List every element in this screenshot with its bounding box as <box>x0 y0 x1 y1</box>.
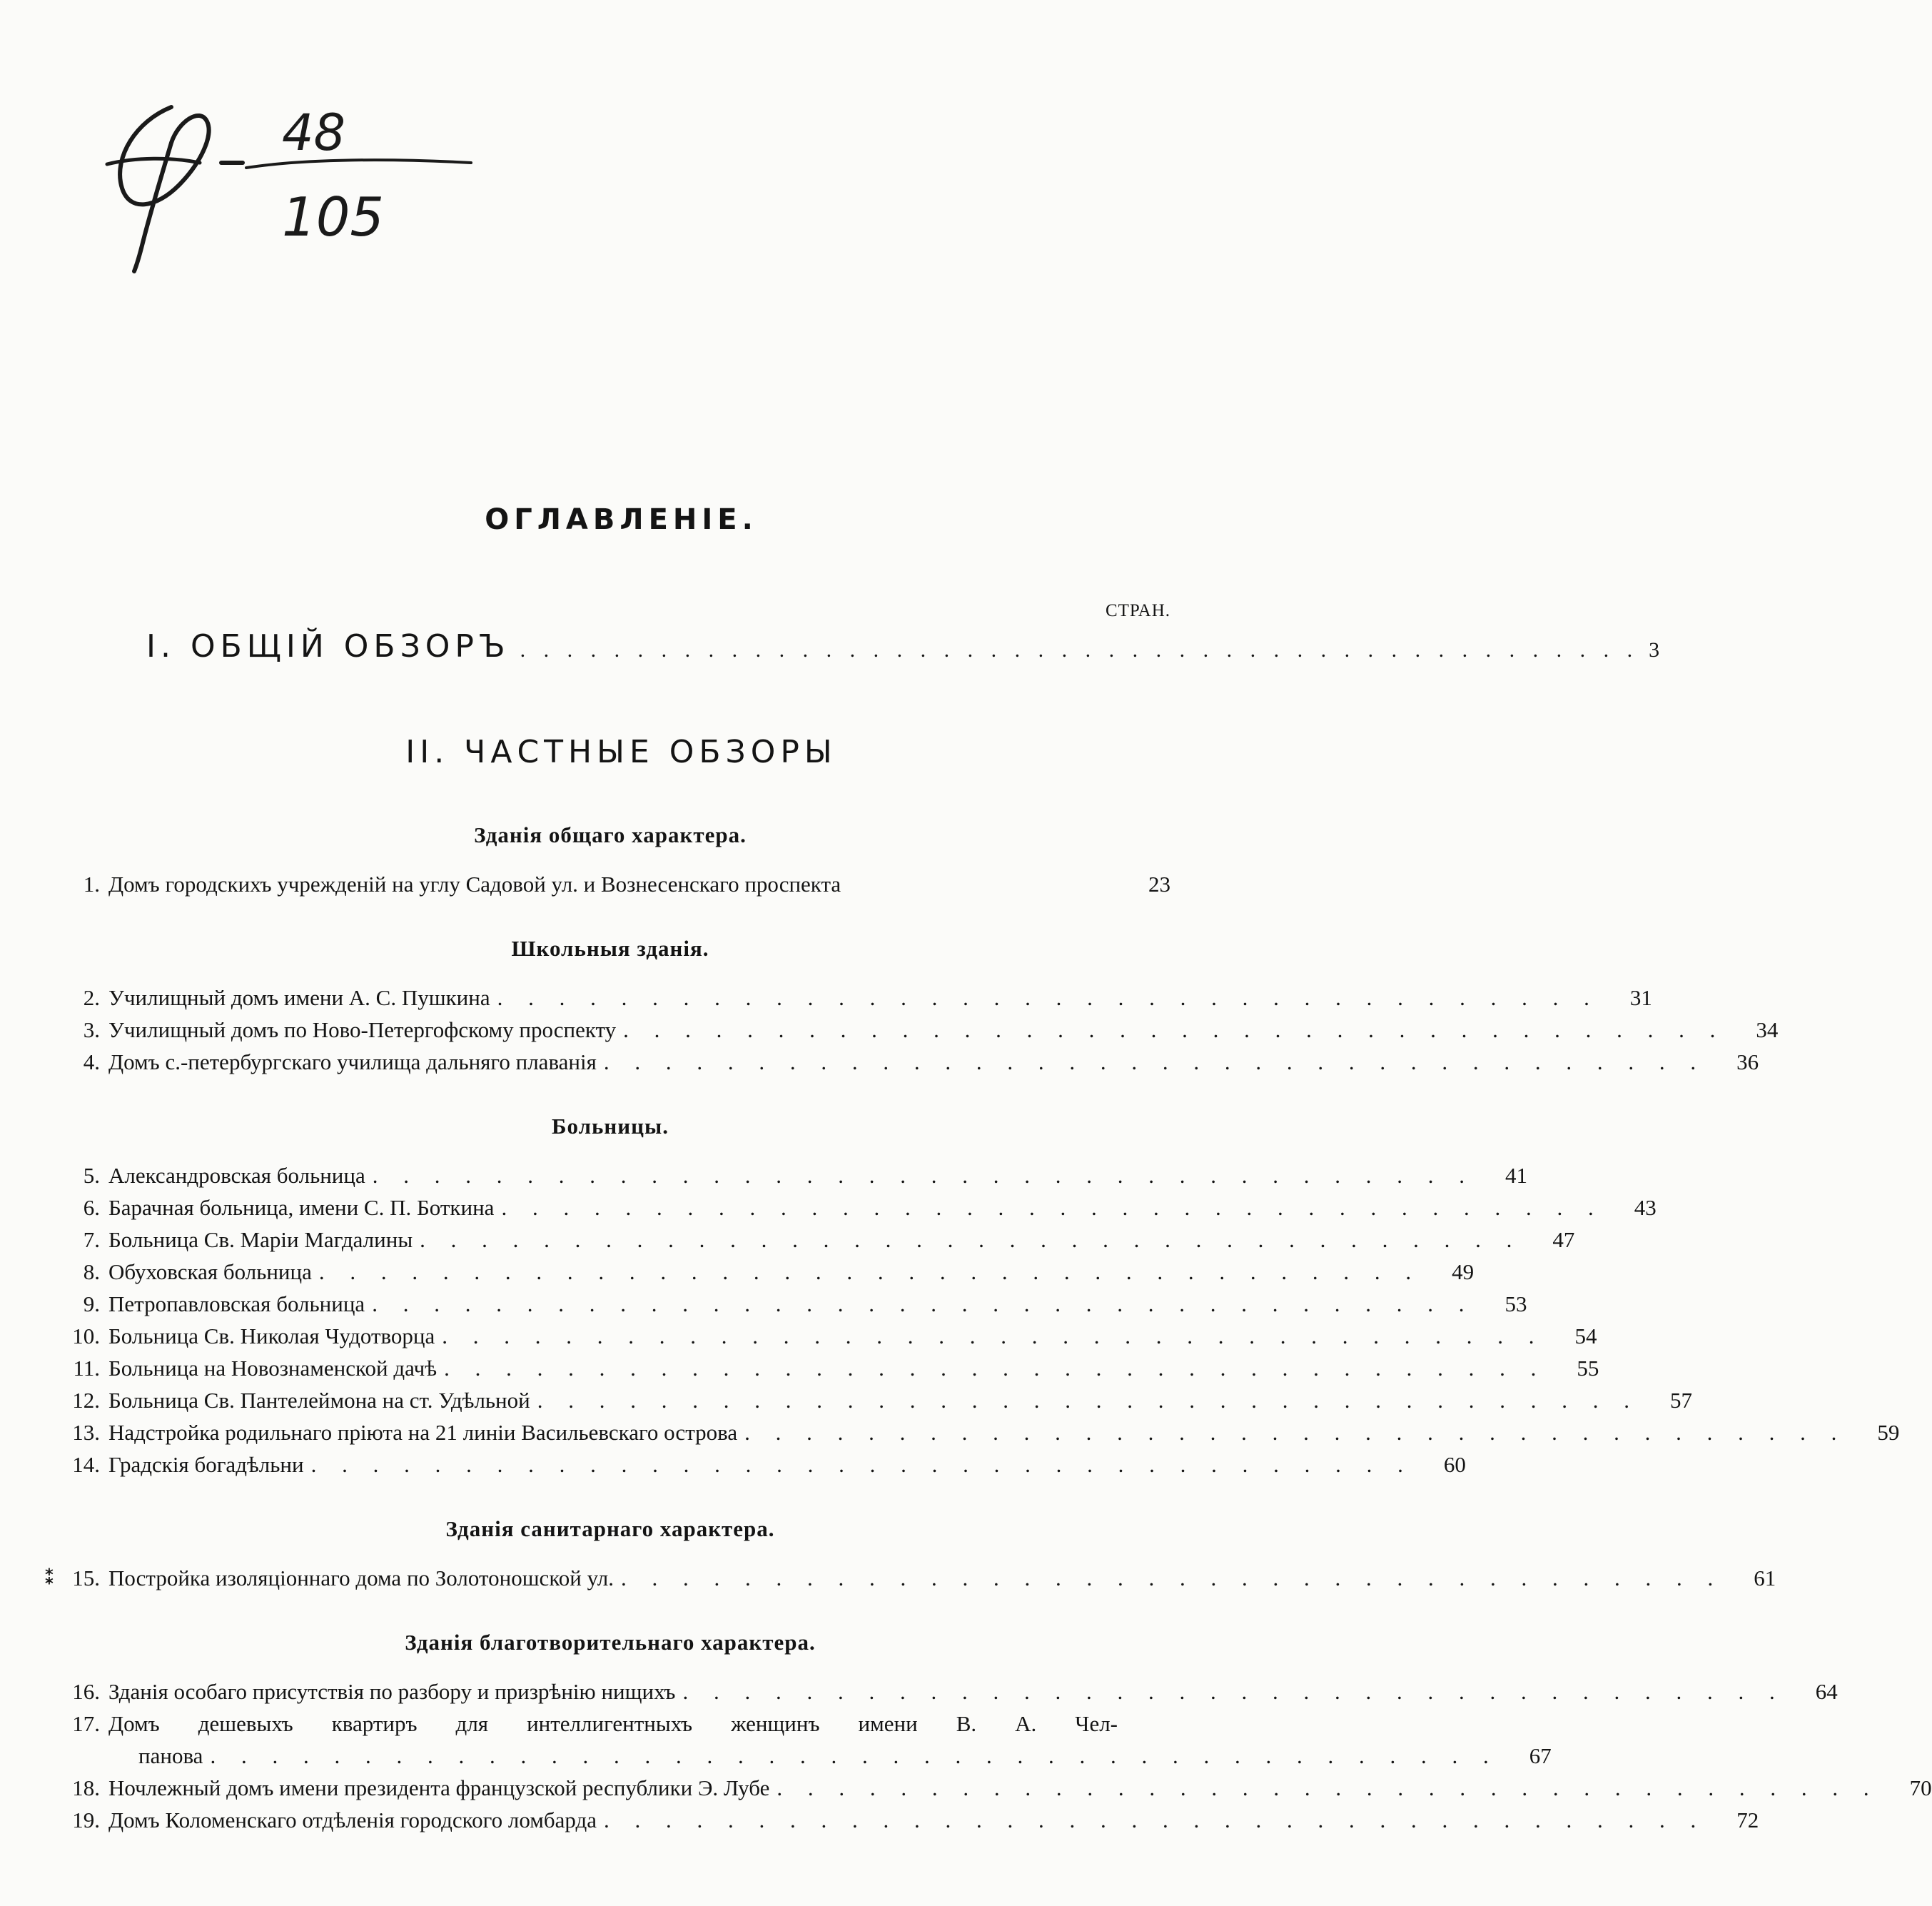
entry-page: 55 <box>1577 1356 1599 1381</box>
entry-page: 31 <box>1629 985 1652 1010</box>
entry-number: 14. <box>72 1452 100 1477</box>
toc-entry <box>50 1416 1900 1448</box>
part-one-page: 3 <box>1649 638 1660 662</box>
toc-entry <box>50 1046 1759 1078</box>
entry-page: 61 <box>1754 1565 1776 1590</box>
entry-text: Училищный домъ по Ново-Петергофскому проспекту <box>108 1017 617 1042</box>
toc-entry <box>50 1448 1466 1481</box>
dot-leader: . . . . . . . . . . . . . . . . . . . . . . . . . . . . . . . . . . . . <box>537 1388 1639 1413</box>
entry-page: 64 <box>1815 1679 1838 1704</box>
entry-page: 34 <box>1756 1017 1779 1042</box>
entry-text: Училищный домъ имени А. С. Пушкина <box>108 985 490 1010</box>
stamp-bottom-number: 105 <box>282 186 385 248</box>
dot-leader: . . . . . . . . . . . . . . . . . . . . . . . . . . . . . . . . . . . . <box>744 1420 1847 1445</box>
entry-text: Надстройка родильнаго пріюта на 21 линіи Васильевскаго острова <box>108 1420 738 1445</box>
toc-entry <box>50 1708 1552 1772</box>
entry-text: Больница Св. Маріи Магдалины <box>108 1227 413 1252</box>
dot-leader: . . . . . . . . . . . . . . . . . . . . . . . . . . . . . . . . . . . . <box>621 1565 1724 1590</box>
toc-entry <box>50 1384 1692 1416</box>
toc-entry <box>50 868 1170 900</box>
dot-leader: . . . . . . . . . . . . . . . . . . . . . . . . . . . . . . . . . . . . <box>372 1163 1475 1188</box>
entry-text: Больница Св. Пантелеймона на ст. Удѣльной <box>108 1388 530 1413</box>
entry-page: 47 <box>1552 1227 1575 1252</box>
entry-text: Больница на Новознаменской дачѣ <box>108 1356 438 1381</box>
dot-leader: . . . . . . . . . . . . . . . . . . . . . . . . . . . . . . . . . . . . <box>442 1323 1544 1348</box>
part-one-entry <box>146 628 1660 671</box>
entry-text: Зданія особаго присутствія по разбору и призрѣнію нищихъ <box>108 1679 676 1704</box>
entry-number: 13. <box>72 1420 100 1445</box>
entry-number: 7. <box>83 1227 100 1252</box>
entry-page: 60 <box>1443 1452 1466 1477</box>
entry-text: Постройка изоляціоннаго дома по Золотоношской ул. <box>108 1565 615 1590</box>
section-title: Зданія общаго характера. <box>474 822 747 847</box>
entry-page: 67 <box>1529 1743 1552 1768</box>
part-one-label: I. ОБЩІЙ ОБЗОРЪ <box>146 628 510 665</box>
entry-page: 53 <box>1504 1291 1527 1316</box>
section-title: Зданія благотворительнаго характера. <box>405 1630 816 1655</box>
section-title: Школьныя зданія. <box>511 936 709 961</box>
page-column-header: СТРАН. <box>1105 601 1170 620</box>
entry-text-continued: панова <box>138 1743 203 1768</box>
entry-text: Домъ Коломенскаго отдѣленія городского ломбарда <box>108 1807 597 1832</box>
dot-leader: . . . . . . . . . . . . . . . . . . . . . . . . . . . . . . . . . . . . <box>497 985 1599 1010</box>
entry-text: Больница Св. Николая Чудотворца <box>108 1323 435 1348</box>
entry-text: Домъ дешевыхъ квартиръ для интеллигентныхъ женщинъ имени В. А. Чел- <box>108 1711 1118 1736</box>
entry-number: 3. <box>83 1017 100 1042</box>
entry-page: 43 <box>1634 1195 1657 1220</box>
entry-page: 41 <box>1505 1163 1527 1188</box>
entry-text: Домъ с.-петербургскаго училища дальняго плаванія <box>108 1049 597 1074</box>
dot-leader: . . . . . . . . . . . . . . . . . . . . . . . . . . . . . . . . . . . . <box>604 1807 1706 1832</box>
entry-text: Александровская больница <box>108 1163 365 1188</box>
entry-page: 49 <box>1452 1259 1475 1284</box>
entry-text: Петропавловская больница <box>108 1291 365 1316</box>
section-schools <box>50 934 1779 1078</box>
entry-continuation <box>50 1740 1552 1772</box>
dot-leader: . . . . . . . . . . . . . . . . . . . . . . . . . . . . . . . . . . . . . . . . . . . . . . . . <box>520 638 1639 662</box>
entry-number: 16. <box>72 1679 100 1704</box>
dot-leader: . . . . . . . . . . . . . . . . . . . . . . . . . . . . . . . . . . . . . . . . . . <box>210 1743 1499 1768</box>
entry-text: Барачная больница, имени С. П. Боткина <box>108 1195 495 1220</box>
toc-entry <box>50 1772 1932 1804</box>
entry-number: 11. <box>73 1356 100 1381</box>
entry-number: 10. <box>72 1323 100 1348</box>
dot-leader: . . . . . . . . . . . . . . . . . . . . . . . . . . . . . . . . . . . . <box>444 1356 1547 1381</box>
entry-page: 57 <box>1670 1388 1692 1413</box>
section-sanitary <box>44 1515 1776 1594</box>
entry-line <box>50 1708 1170 1740</box>
library-stamp <box>93 79 492 278</box>
toc-entry <box>50 1804 1759 1836</box>
toc-entry <box>50 1320 1597 1352</box>
entry-number: 1. <box>83 872 100 897</box>
page-title: ОГЛАВЛЕНІЕ. <box>485 503 758 536</box>
toc-entry <box>50 1256 1475 1288</box>
entry-text: Домъ городскихъ учрежденій на углу Садовой ул. и Вознесенскаго проспекта <box>108 872 841 897</box>
toc-entry <box>50 1675 1838 1708</box>
toc-entry <box>50 982 1652 1014</box>
dot-leader: . . . . . . . . . . . . . . . . . . . . . . . . . . . . . . . . . . . . <box>603 1049 1706 1074</box>
stamp-top-number: 48 <box>282 104 346 162</box>
handwritten-shelfmark <box>93 79 492 278</box>
dot-leader: . . . . . . . . . . . . . . . . . . . . . . . . . . . . . . . . . . . . <box>318 1259 1422 1284</box>
margin-mark: ⁑ <box>44 1567 55 1589</box>
entry-number: 19. <box>72 1807 100 1832</box>
entry-number: 15. <box>72 1565 100 1590</box>
entry-number: 18. <box>72 1775 100 1800</box>
toc-entry <box>44 1562 1776 1594</box>
entry-page: 23 <box>1148 872 1170 897</box>
toc-entry <box>50 1224 1575 1256</box>
entry-page: 72 <box>1736 1807 1759 1832</box>
section-general <box>50 821 1170 900</box>
toc-entry <box>50 1191 1657 1224</box>
entry-number: 5. <box>83 1163 100 1188</box>
entry-page: 59 <box>1877 1420 1900 1445</box>
entry-page: 70 <box>1909 1775 1932 1800</box>
toc-sections <box>44 821 1932 1870</box>
entry-number: 6. <box>83 1195 100 1220</box>
dot-leader: . . . . . . . . . . . . . . . . . . . . . . . . . . . . . . . . . . . . <box>682 1679 1785 1704</box>
entry-text: Ночлежный домъ имени президента французской республики Э. Лубе <box>108 1775 770 1800</box>
dot-leader: . . . . . . . . . . . . . . . . . . . . . . . . . . . . . . . . . . . . <box>501 1195 1604 1220</box>
entry-number: 4. <box>83 1049 100 1074</box>
section-title: Больницы. <box>552 1114 669 1139</box>
entry-text: Обуховская больница <box>108 1259 312 1284</box>
entry-page: 36 <box>1736 1049 1759 1074</box>
toc-entry <box>50 1288 1527 1320</box>
section-title: Зданія санитарнаго характера. <box>445 1516 775 1541</box>
entry-number: 12. <box>72 1388 100 1413</box>
section-charity <box>50 1628 1932 1836</box>
dot-leader: . . . . . . . . . . . . . . . . . . . . . . . . . . . . . . . . . . . . <box>777 1775 1879 1800</box>
dot-leader: . . . . . . . . . . . . . . . . . . . . . . . . . . . . . . . . . . . . <box>420 1227 1522 1252</box>
entry-number: 2. <box>83 985 100 1010</box>
toc-entry <box>50 1014 1779 1046</box>
dot-leader: . . . . . . . . . . . . . . . . . . . . . . . . . . . . . . . . . . . . <box>372 1291 1475 1316</box>
entry-number: 8. <box>83 1259 100 1284</box>
part-two-heading: II. ЧАСТНЫЕ ОБЗОРЫ <box>405 734 837 770</box>
dot-leader: . . . . . . . . . . . . . . . . . . . . . . . . . . . . . . . . . . . . <box>623 1017 1726 1042</box>
dot-leader: . . . . . . . . . . . . . . . . . . . . . . . . . . . . . . . . . . . . <box>310 1452 1413 1477</box>
entry-text: Градскія богадѣльни <box>108 1452 304 1477</box>
toc-entry <box>50 1159 1527 1191</box>
section-hospitals <box>50 1112 1900 1481</box>
entry-number: 17. <box>72 1711 100 1736</box>
entry-number: 9. <box>83 1291 100 1316</box>
toc-entry <box>50 1352 1599 1384</box>
entry-page: 54 <box>1574 1323 1597 1348</box>
